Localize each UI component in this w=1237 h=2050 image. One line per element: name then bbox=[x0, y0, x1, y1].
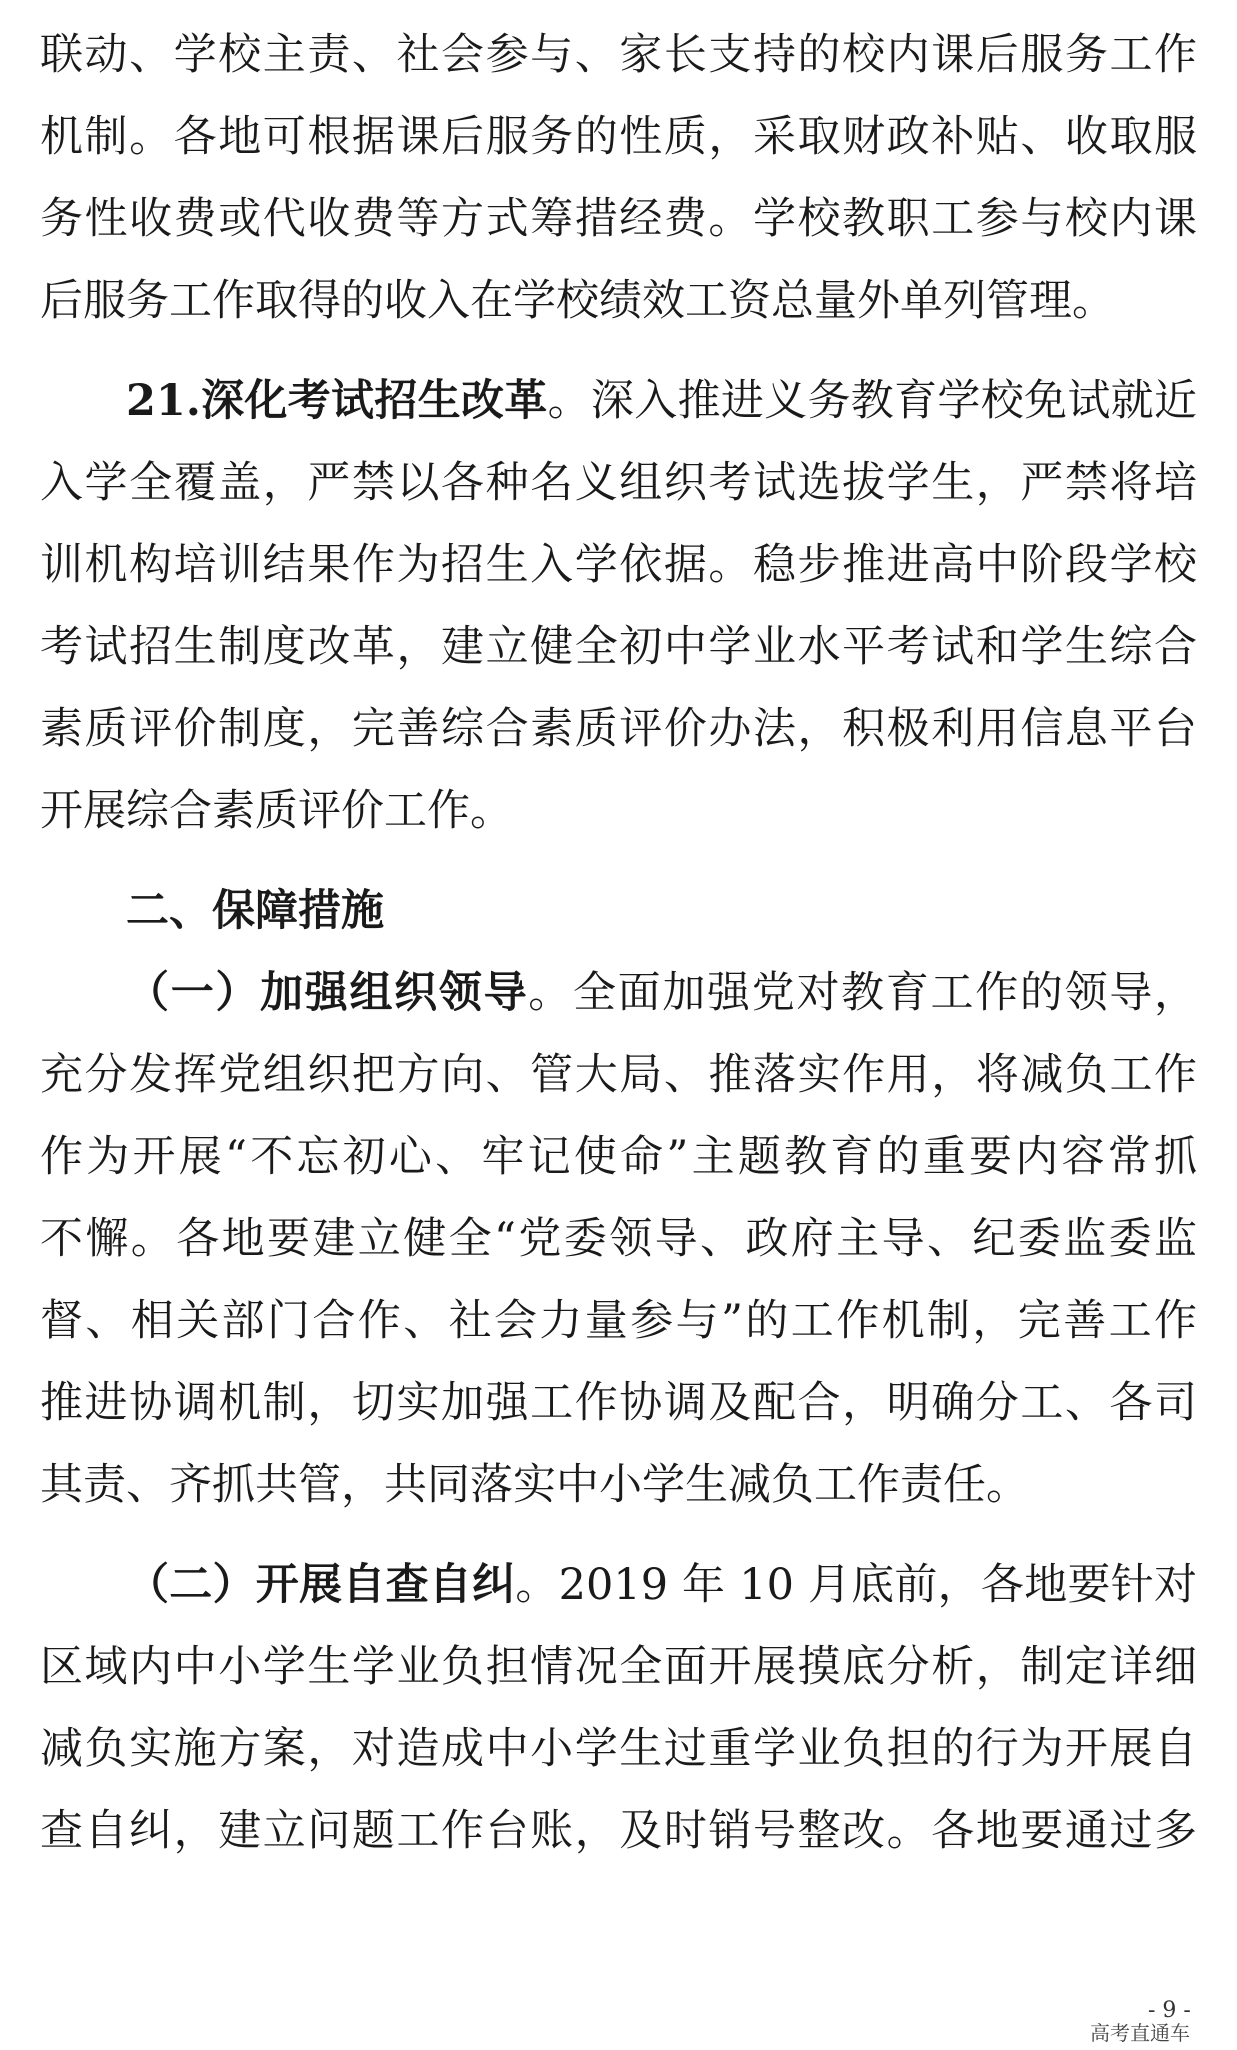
body-line: 作为开展“不忘初心、牢记使命”主题教育的重要内容常抓 bbox=[40, 1132, 1197, 1182]
body-line: 联动、学校主责、社会参与、家长支持的校内课后服务工作 bbox=[40, 30, 1197, 80]
section-21-paragraph-start: 21.深化考试招生改革。深入推进义务教育学校免试就近 bbox=[126, 376, 1197, 426]
subsection-2-paragraph-start: （二）开展自查自纠。2019 年 10 月底前，各地要针对 bbox=[126, 1560, 1197, 1610]
subsection-1-title: （一）加强组织领导 bbox=[126, 968, 529, 1018]
section-heading-safeguards: 二、保障措施 bbox=[126, 886, 384, 936]
subsection-1-paragraph-start: （一）加强组织领导。全面加强党对教育工作的领导， bbox=[126, 968, 1197, 1018]
body-line: 其责、齐抓共管，共同落实中小学生减负工作责任。 bbox=[40, 1460, 1029, 1510]
body-line: 后服务工作取得的收入在学校绩效工资总量外单列管理。 bbox=[40, 276, 1115, 326]
body-line: 推进协调机制，切实加强工作协调及配合，明确分工、各司 bbox=[40, 1378, 1197, 1428]
subsection-2-title: （二）开展自查自纠 bbox=[126, 1560, 516, 1610]
body-line: 开展综合素质评价工作。 bbox=[40, 786, 513, 836]
body-line: 机制。各地可根据课后服务的性质，采取财政补贴、收取服 bbox=[40, 112, 1197, 162]
body-line: 不懈。各地要建立健全“党委领导、政府主导、纪委监委监 bbox=[40, 1214, 1197, 1264]
body-line: 训机构培训结果作为招生入学依据。稳步推进高中阶段学校 bbox=[40, 540, 1197, 590]
watermark-text: 高考直通车 bbox=[1090, 2021, 1190, 2045]
body-line: 务性收费或代收费等方式筹措经费。学校教职工参与校内课 bbox=[40, 194, 1197, 244]
section-21-title: 21.深化考试招生改革 bbox=[126, 376, 548, 426]
page-number: - 9 - bbox=[1148, 1998, 1191, 2023]
body-line: 素质评价制度，完善综合素质评价办法，积极利用信息平台 bbox=[40, 704, 1197, 754]
body-line: 减负实施方案，对造成中小学生过重学业负担的行为开展自 bbox=[40, 1724, 1197, 1774]
body-line: 考试招生制度改革，建立健全初中学业水平考试和学生综合 bbox=[40, 622, 1197, 672]
body-line: 督、相关部门合作、社会力量参与”的工作机制，完善工作 bbox=[40, 1296, 1197, 1346]
body-line: 充分发挥党组织把方向、管大局、推落实作用，将减负工作 bbox=[40, 1050, 1197, 1100]
body-line: 区域内中小学生学业负担情况全面开展摸底分析，制定详细 bbox=[40, 1642, 1197, 1692]
body-line: 查自纠，建立问题工作台账，及时销号整改。各地要通过多 bbox=[40, 1806, 1197, 1856]
body-line: 入学全覆盖，严禁以各种名义组织考试选拔学生，严禁将培 bbox=[40, 458, 1197, 508]
